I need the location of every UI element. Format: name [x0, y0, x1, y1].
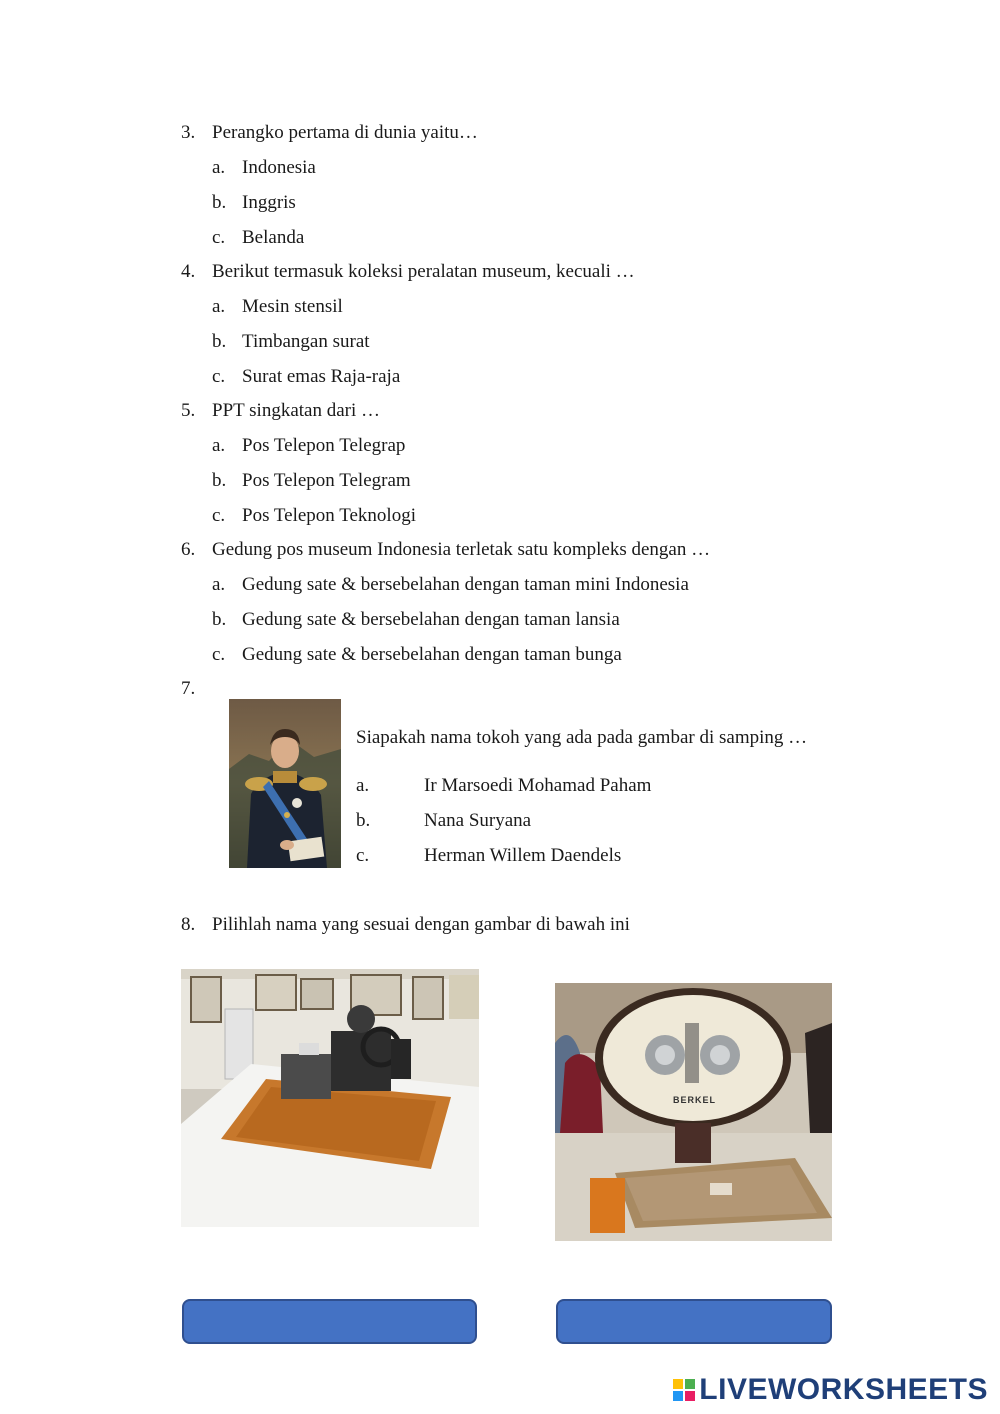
- option-text: Nana Suryana: [424, 810, 532, 831]
- option-text: Inggris: [242, 192, 296, 213]
- option-letter: c.: [356, 845, 370, 866]
- option-letter: c.: [212, 366, 226, 387]
- option-text: Timbangan surat: [242, 331, 370, 352]
- letter-scale-photo: [555, 983, 832, 1241]
- portrait-painting: [229, 699, 341, 868]
- option-letter: b.: [212, 331, 227, 352]
- question-number: 8.: [181, 914, 196, 935]
- option-letter: a.: [212, 574, 226, 595]
- option-text: Indonesia: [242, 157, 316, 178]
- question-number: 7.: [181, 678, 196, 699]
- question-text: PPT singkatan dari …: [212, 400, 381, 421]
- stencil-machine-image: [181, 969, 479, 1227]
- option-letter: b.: [212, 609, 227, 630]
- option-letter: a.: [356, 775, 370, 796]
- q7-prompt: Siapakah nama tokoh yang ada pada gambar di samping …: [356, 727, 808, 748]
- question-text: Gedung pos museum Indonesia terletak satu kompleks dengan …: [212, 539, 711, 560]
- option-letter: c.: [212, 644, 226, 665]
- brand-name: LIVEWORKSHEETS: [699, 1373, 988, 1406]
- option-text: Pos Telepon Teknologi: [242, 505, 416, 526]
- option-text: Pos Telepon Telegram: [242, 470, 411, 491]
- liveworksheets-brand: [673, 1372, 988, 1408]
- option-text: Ir Marsoedi Mohamad Paham: [424, 775, 652, 796]
- question-number: 5.: [181, 400, 196, 421]
- option-text: Gedung sate & bersebelahan dengan taman lansia: [242, 609, 620, 630]
- question-number: 4.: [181, 261, 196, 282]
- question-text: Berikut termasuk koleksi peralatan museum, kecuali …: [212, 261, 635, 282]
- option-text: Pos Telepon Telegrap: [242, 435, 406, 456]
- question-number: 3.: [181, 122, 196, 143]
- answer-input-2[interactable]: [556, 1299, 832, 1344]
- option-letter: a.: [212, 157, 226, 178]
- liveworksheets-logo-icon: [673, 1379, 695, 1401]
- letter-scale-image: [555, 983, 832, 1241]
- option-text: Herman Willem Daendels: [424, 845, 622, 866]
- question-text: Pilihlah nama yang sesuai dengan gambar di bawah ini: [212, 914, 630, 935]
- option-letter: c.: [212, 505, 226, 526]
- answer-input-1[interactable]: [182, 1299, 477, 1344]
- option-letter: b.: [212, 470, 227, 491]
- option-text: Mesin stensil: [242, 296, 343, 317]
- stencil-machine-photo: [181, 969, 479, 1227]
- option-letter: b.: [356, 810, 371, 831]
- option-letter: a.: [212, 435, 226, 456]
- option-letter: a.: [212, 296, 226, 317]
- option-text: Belanda: [242, 227, 305, 248]
- option-letter: c.: [212, 227, 226, 248]
- question-number: 6.: [181, 539, 196, 560]
- option-text: Gedung sate & bersebelahan dengan taman bunga: [242, 644, 622, 665]
- scale-brand-label: BERKEL: [673, 1095, 717, 1105]
- option-text: Gedung sate & bersebelahan dengan taman mini Indonesia: [242, 574, 689, 595]
- option-letter: b.: [212, 192, 227, 213]
- option-text: Surat emas Raja-raja: [242, 366, 401, 387]
- question-text: Perangko pertama di dunia yaitu…: [212, 122, 478, 143]
- portrait-image: [229, 699, 341, 868]
